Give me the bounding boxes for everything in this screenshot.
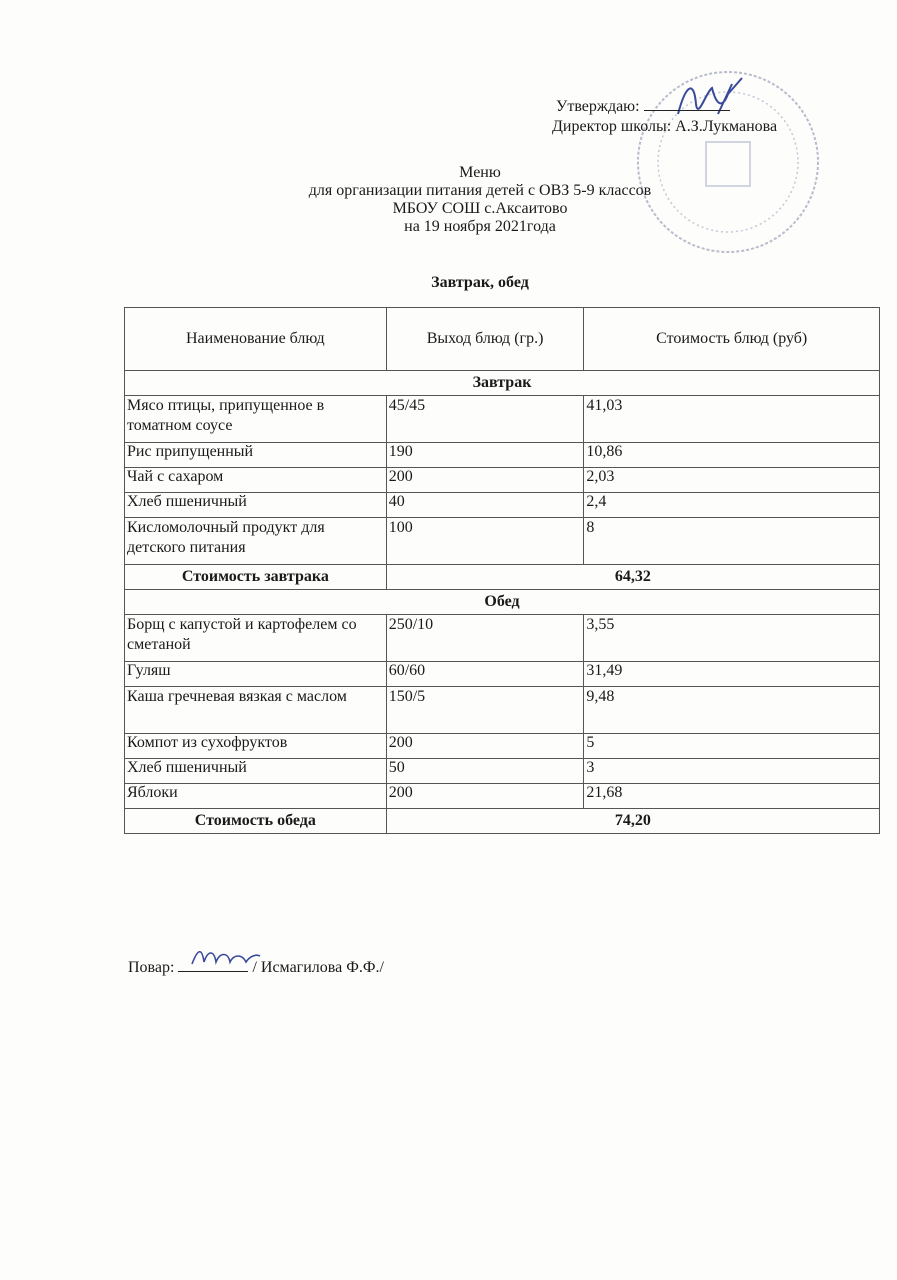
dish-name: Чай с сахаром	[125, 468, 387, 493]
cook-label: Повар:	[128, 959, 175, 976]
dish-price: 3,55	[584, 615, 880, 662]
dish-weight: 60/60	[386, 662, 584, 687]
section-title: Завтрак, обед	[431, 274, 529, 291]
dish-weight: 100	[386, 518, 584, 565]
cook-signature-line	[178, 957, 248, 972]
dish-weight: 250/10	[386, 615, 584, 662]
lunch-total-label: Стоимость обеда	[125, 809, 387, 834]
lunch-title: Обед	[125, 590, 880, 615]
dish-weight: 40	[386, 493, 584, 518]
dish-weight: 200	[386, 784, 584, 809]
dish-weight: 150/5	[386, 687, 584, 734]
dish-weight: 200	[386, 468, 584, 493]
dish-weight: 190	[386, 443, 584, 468]
document-header	[250, 164, 710, 236]
table-row	[125, 662, 880, 687]
cook-block	[128, 957, 384, 977]
table-row	[125, 468, 880, 493]
dish-name: Гуляш	[125, 662, 387, 687]
signature-line	[644, 96, 730, 111]
header-line-1: Меню	[459, 164, 501, 181]
dish-price: 2,4	[584, 493, 880, 518]
dish-price: 3	[584, 759, 880, 784]
dish-name: Яблоки	[125, 784, 387, 809]
table-row	[125, 615, 880, 662]
dish-price: 21,68	[584, 784, 880, 809]
table-header-row	[125, 308, 880, 371]
dish-name: Борщ с капустой и картофелем со сметаной	[125, 615, 387, 662]
dish-price: 5	[584, 734, 880, 759]
dish-price: 8	[584, 518, 880, 565]
dish-name: Мясо птицы, припущенное в томатном соусе	[125, 396, 387, 443]
header-line-4: на 19 ноября 2021года	[404, 218, 556, 235]
table-row	[125, 734, 880, 759]
dish-price: 41,03	[584, 396, 880, 443]
header-line-2: для организации питания детей с ОВЗ 5-9 классов	[308, 182, 652, 199]
approval-block	[552, 96, 778, 137]
dish-weight: 200	[386, 734, 584, 759]
lunch-section-row	[125, 590, 880, 615]
approval-label: Утверждаю:	[556, 98, 640, 115]
table-row	[125, 687, 880, 734]
dish-price: 2,03	[584, 468, 880, 493]
header-dish-name: Наименование блюд	[125, 308, 387, 371]
dish-name: Хлеб пшеничный	[125, 493, 387, 518]
lunch-total-value: 74,20	[386, 809, 879, 834]
breakfast-total-row	[125, 565, 880, 590]
dish-name: Рис припущенный	[125, 443, 387, 468]
table-row	[125, 518, 880, 565]
table-row	[125, 784, 880, 809]
header-line-3: МБОУ СОШ с.Аксаитово	[392, 200, 568, 217]
dish-name: Кисломолочный продукт для детского питания	[125, 518, 387, 565]
dish-price: 31,49	[584, 662, 880, 687]
breakfast-title: Завтрак	[125, 371, 880, 396]
approval-position: Директор школы: А.З.Лукманова	[552, 118, 778, 135]
breakfast-total-value: 64,32	[386, 565, 879, 590]
table-row	[125, 443, 880, 468]
breakfast-total-label: Стоимость завтрака	[125, 565, 387, 590]
header-weight: Выход блюд (гр.)	[386, 308, 584, 371]
dish-price: 9,48	[584, 687, 880, 734]
cook-name: / Исмагилова Ф.Ф./	[252, 959, 384, 976]
dish-name: Каша гречневая вязкая с маслом	[125, 687, 387, 734]
dish-price: 10,86	[584, 443, 880, 468]
menu-table	[124, 307, 880, 834]
breakfast-section-row	[125, 371, 880, 396]
lunch-total-row	[125, 809, 880, 834]
table-row	[125, 759, 880, 784]
dish-name: Компот из сухофруктов	[125, 734, 387, 759]
table-row	[125, 493, 880, 518]
dish-weight: 45/45	[386, 396, 584, 443]
dish-weight: 50	[386, 759, 584, 784]
header-price: Стоимость блюд (руб)	[584, 308, 880, 371]
dish-name: Хлеб пшеничный	[125, 759, 387, 784]
table-row	[125, 396, 880, 443]
